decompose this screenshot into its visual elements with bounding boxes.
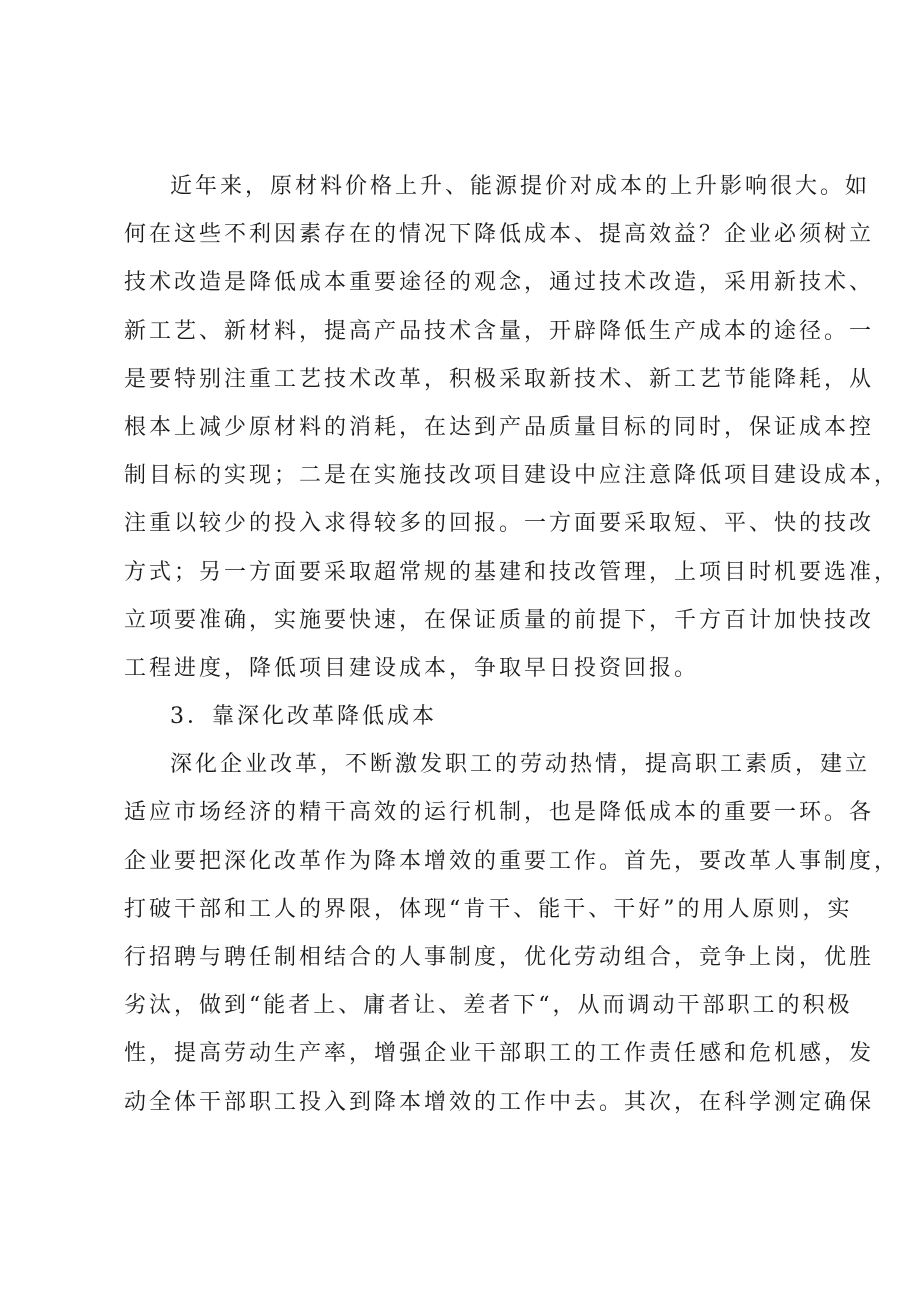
section-heading: 3．靠深化改革降低成本 bbox=[170, 704, 437, 730]
paragraph-line: 根本上减少原材料的消耗，在达到产品质量目标的同时，保证成本控 bbox=[124, 414, 875, 440]
paragraph-line: 行招聘与聘任制相结合的人事制度，优化劳动组合，竞争上岗，优胜 bbox=[124, 945, 875, 970]
body-text bbox=[124, 163, 900, 1127]
paragraph-line: 打破干部和工人的界限，体现“肯干、能干、干好”的用人原则，实 bbox=[124, 896, 853, 922]
paragraph-line: 动全体干部职工投入到降本增效的工作中去。其次，在科学测定确保 bbox=[124, 1089, 875, 1115]
paragraph-line: 何在这些不利因素存在的情况下降低成本、提高效益？企业必须树立 bbox=[124, 222, 875, 248]
paragraph-line: 新工艺、新材料，提高产品技术含量，开辟降低生产成本的途径。一 bbox=[124, 318, 875, 344]
paragraph-line: 立项要准确，实施要快速，在保证质量的前提下，千方百计加快技改 bbox=[124, 607, 875, 633]
paragraph-line: 工程进度，降低项目建设成本，争取早日投资回报。 bbox=[124, 655, 700, 681]
paragraph-line: 是要特别注重工艺技术改革，积极采取新技术、新工艺节能降耗，从 bbox=[124, 366, 875, 392]
paragraph-line: 性，提高劳动生产率，增强企业干部职工的工作责任感和危机感，发 bbox=[124, 1041, 875, 1067]
paragraph-line: 近年来，原材料价格上升、能源提价对成本的上升影响很大。如 bbox=[170, 174, 871, 199]
paragraph-line: 注重以较少的投入求得较多的回报。一方面要采取短、平、快的技改 bbox=[124, 511, 875, 537]
paragraph-line: 企业要把深化改革作为降本增效的重要工作。首先，要改革人事制度， bbox=[124, 848, 900, 874]
paragraph-line: 技术改造是降低成本重要途径的观念，通过技术改造，采用新技术、 bbox=[124, 270, 875, 296]
paragraph-line: 深化企业改革，不断激发职工的劳动热情，提高职工素质，建立 bbox=[170, 752, 871, 778]
paragraph-line: 方式；另一方面要采取超常规的基建和技改管理，上项目时机要选准， bbox=[124, 559, 900, 585]
paragraph-line: 适应市场经济的精干高效的运行机制，也是降低成本的重要一环。各 bbox=[124, 800, 875, 826]
paragraph-line: 制目标的实现；二是在实施技改项目建设中应注意降低项目建设成本， bbox=[124, 463, 900, 489]
paragraph-line: 劣汰，做到“能者上、庸者让、差者下“，从而调动干部职工的积极 bbox=[124, 993, 853, 1019]
